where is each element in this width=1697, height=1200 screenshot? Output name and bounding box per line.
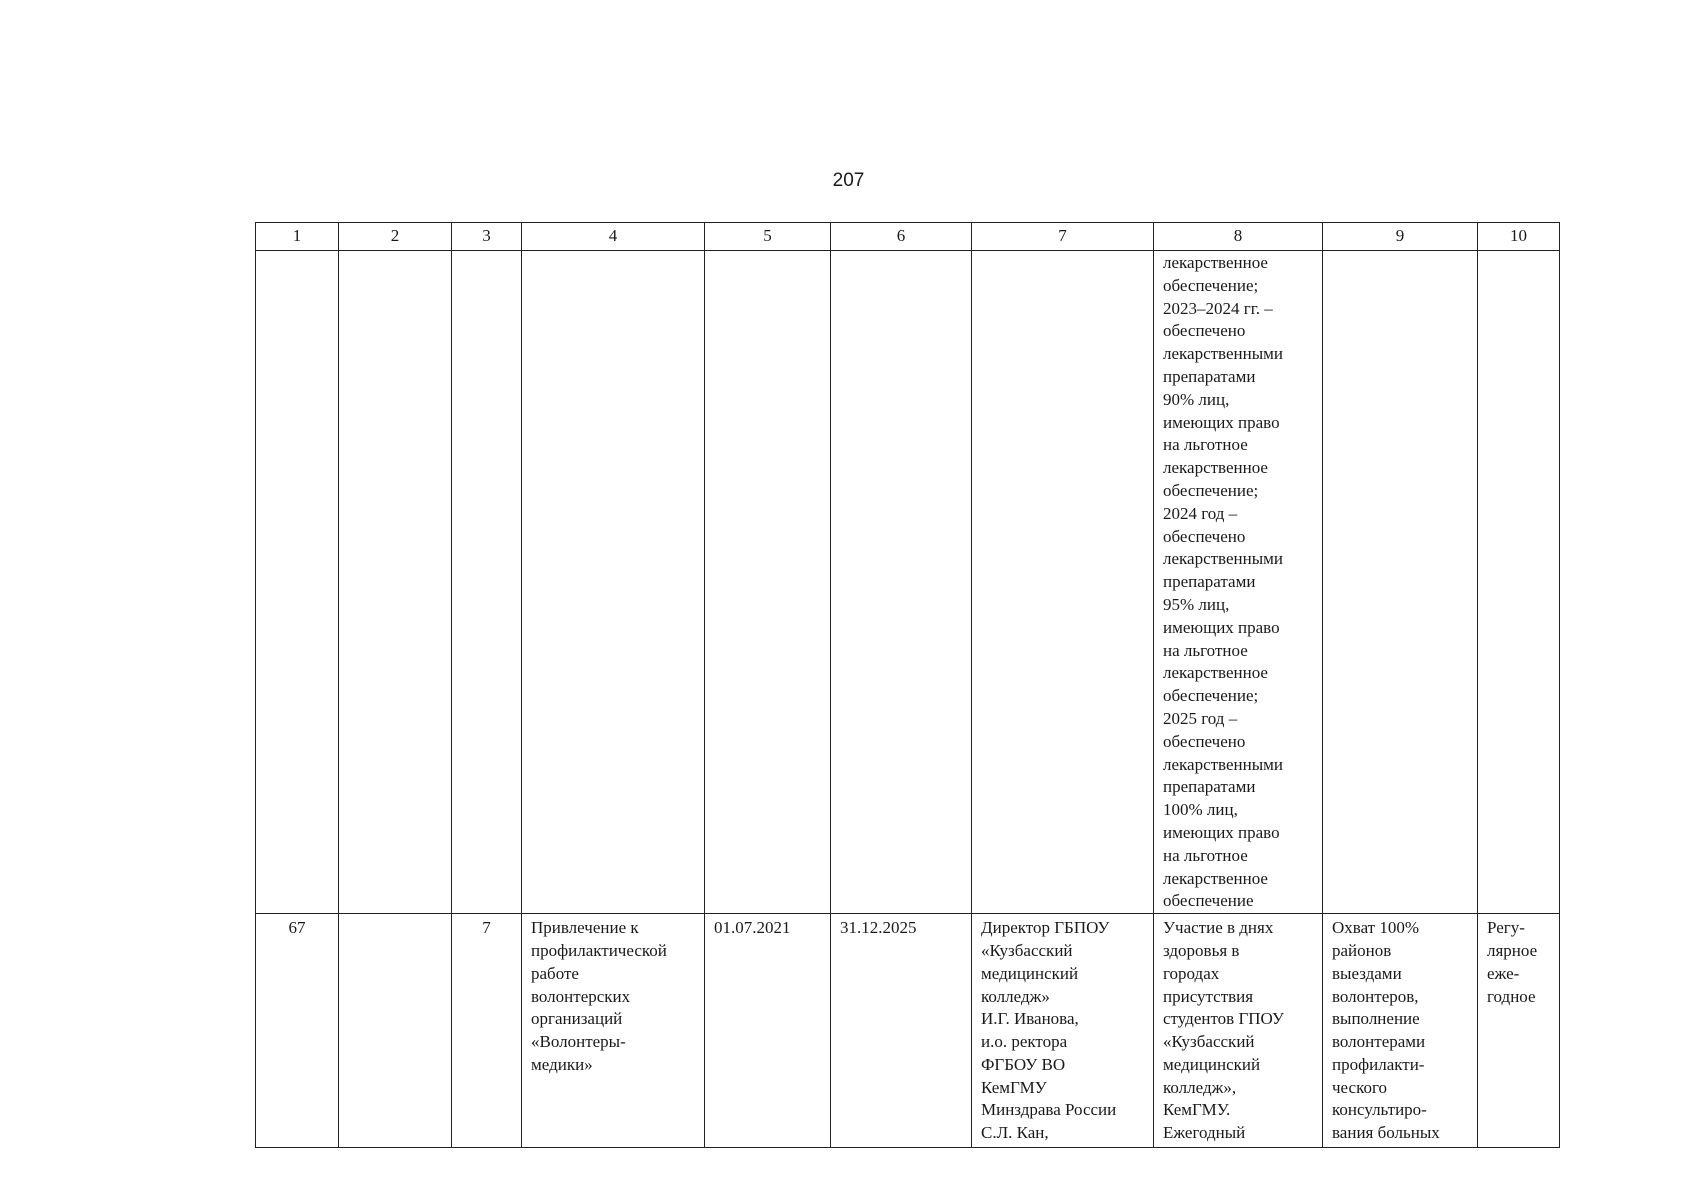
page-number: 207 — [832, 170, 865, 191]
cell-text-line: лекарственное — [1163, 253, 1268, 272]
cell-text-line: «Волонтеры- — [531, 1032, 626, 1052]
cell-text-line: городах — [1163, 963, 1220, 983]
cell-text-line: студентов ГПОУ — [1163, 1009, 1284, 1029]
cell-text-line: препаратами — [1163, 366, 1256, 386]
cell-text-line: лярное — [1487, 940, 1538, 960]
column-header: 9 — [1323, 223, 1478, 251]
column-header: 10 — [1478, 223, 1560, 251]
cell-text-line: С.Л. Кан, — [981, 1123, 1049, 1143]
cell-text-line: медики» — [531, 1054, 593, 1074]
cell-text-line: районов — [1332, 940, 1392, 960]
cell-text-line: профилактической — [531, 940, 667, 960]
cell-text-line: лекарственными — [1163, 754, 1283, 774]
cell-text-line: КемГМУ. — [1163, 1100, 1231, 1120]
cell-text-line: И.Г. Иванова, — [981, 1009, 1079, 1029]
column-number-row — [256, 223, 1560, 251]
table-row-67 — [256, 914, 1560, 1148]
cell-text-line: ФГБОУ ВО — [981, 1054, 1066, 1074]
cell-text-line: волонтерами — [1332, 1032, 1426, 1052]
table-cell — [1323, 251, 1478, 914]
cell-text-line: обеспечено — [1163, 321, 1246, 341]
cell-text-line: выездами — [1332, 963, 1402, 983]
cell-text-line: Директор ГБПОУ — [981, 918, 1110, 938]
table-cell — [339, 914, 452, 1148]
item-number-cell: 7 — [452, 914, 522, 1148]
cell-text-line: медицинский — [981, 963, 1079, 983]
activity-cell — [522, 914, 705, 1148]
cell-text-line: обеспечено — [1163, 731, 1246, 751]
column-header: 3 — [452, 223, 522, 251]
column-header: 6 — [831, 223, 972, 251]
cell-text-line: и.о. ректора — [981, 1032, 1068, 1052]
cell-text-line: здоровья в — [1163, 940, 1240, 960]
cell-text-line: консультиро- — [1332, 1100, 1427, 1120]
cell-text-line: лекарственными — [1163, 549, 1283, 569]
indicator-cell — [1323, 914, 1478, 1148]
column-header: 8 — [1154, 223, 1323, 251]
table-cell — [831, 251, 972, 914]
cell-text-line: Привлечение к — [531, 918, 639, 938]
cell-text-line: лекарственное — [1163, 458, 1268, 478]
cell-text-line: обеспечение; — [1163, 480, 1259, 500]
cell-text-line: колледж», — [1163, 1077, 1237, 1097]
cell-text-line: препаратами — [1163, 572, 1256, 592]
cell-text-line: волонтеров, — [1332, 986, 1419, 1006]
cell-text-line: 95% лиц, — [1163, 594, 1230, 614]
table-cell — [972, 251, 1154, 914]
row-number-cell: 67 — [256, 914, 339, 1148]
cell-text-line: лекарственными — [1163, 344, 1283, 364]
plan-table — [255, 222, 1560, 1148]
expected-result-cell — [1154, 251, 1323, 914]
cell-text-line: колледж» — [981, 986, 1050, 1006]
cell-text-line: ческого — [1332, 1077, 1388, 1097]
cell-text-line: на льготное — [1163, 435, 1248, 455]
cell-text-line: «Кузбасский — [981, 940, 1073, 960]
cell-text-line: 90% лиц, — [1163, 389, 1230, 409]
table-cell — [522, 251, 705, 914]
cell-text-line: профилакти- — [1332, 1054, 1425, 1074]
cell-text-line: обеспечено — [1163, 526, 1246, 546]
cell-text-line: 100% лиц, — [1163, 800, 1238, 820]
cell-text-line: препаратами — [1163, 777, 1256, 797]
end-date-cell: 31.12.2025 — [831, 914, 972, 1148]
column-header: 7 — [972, 223, 1154, 251]
column-header: 5 — [705, 223, 831, 251]
cell-text-line: «Кузбасский — [1163, 1032, 1255, 1052]
expected-result-cell — [1154, 914, 1323, 1148]
cell-text-line: организаций — [531, 1009, 623, 1029]
cell-text-line: 2025 год – — [1163, 708, 1238, 728]
cell-text-line: Ежегодный — [1163, 1123, 1246, 1143]
column-header: 1 — [256, 223, 339, 251]
table-row-continuation — [256, 251, 1560, 914]
cell-text-line: еже- — [1487, 963, 1520, 983]
cell-text-line: лекарственное — [1163, 868, 1268, 888]
cell-text-line: Минздрава России — [981, 1100, 1117, 1120]
cell-text-line: Участие в днях — [1163, 918, 1274, 938]
cell-text-line: на льготное — [1163, 640, 1248, 660]
cell-text-line: 2023–2024 гг. – — [1163, 298, 1273, 318]
cell-text-line: на льготное — [1163, 845, 1248, 865]
table-cell — [452, 251, 522, 914]
cell-text-line: лекарственное — [1163, 663, 1268, 683]
column-header: 2 — [339, 223, 452, 251]
table-cell — [1478, 251, 1560, 914]
cell-text-line: Охват 100% — [1332, 918, 1420, 938]
cell-text-line: вания больных — [1332, 1123, 1440, 1143]
cell-text-line: обеспечение — [1163, 891, 1254, 911]
table-cell — [705, 251, 831, 914]
cell-text-line: присутствия — [1163, 986, 1254, 1006]
table-cell — [339, 251, 452, 914]
cell-text-line: обеспечение; — [1163, 275, 1259, 295]
cell-text-line: годное — [1487, 986, 1536, 1006]
cell-text-line: волонтерских — [531, 986, 631, 1006]
cell-text-line: работе — [531, 963, 579, 983]
cell-text-line: КемГМУ — [981, 1077, 1047, 1097]
responsible-cell — [972, 914, 1154, 1148]
cell-text-line: медицинский — [1163, 1054, 1261, 1074]
column-header: 4 — [522, 223, 705, 251]
cell-text-line: 2024 год – — [1163, 503, 1238, 523]
cell-text-line: имеющих право — [1163, 822, 1280, 842]
cell-text-line: выполнение — [1332, 1009, 1420, 1029]
cell-text-line: обеспечение; — [1163, 686, 1259, 706]
periodicity-cell — [1478, 914, 1560, 1148]
table-cell — [256, 251, 339, 914]
cell-text-line: имеющих право — [1163, 617, 1280, 637]
cell-text-line: Регу- — [1487, 918, 1525, 938]
start-date-cell: 01.07.2021 — [705, 914, 831, 1148]
cell-text-line: имеющих право — [1163, 412, 1280, 432]
